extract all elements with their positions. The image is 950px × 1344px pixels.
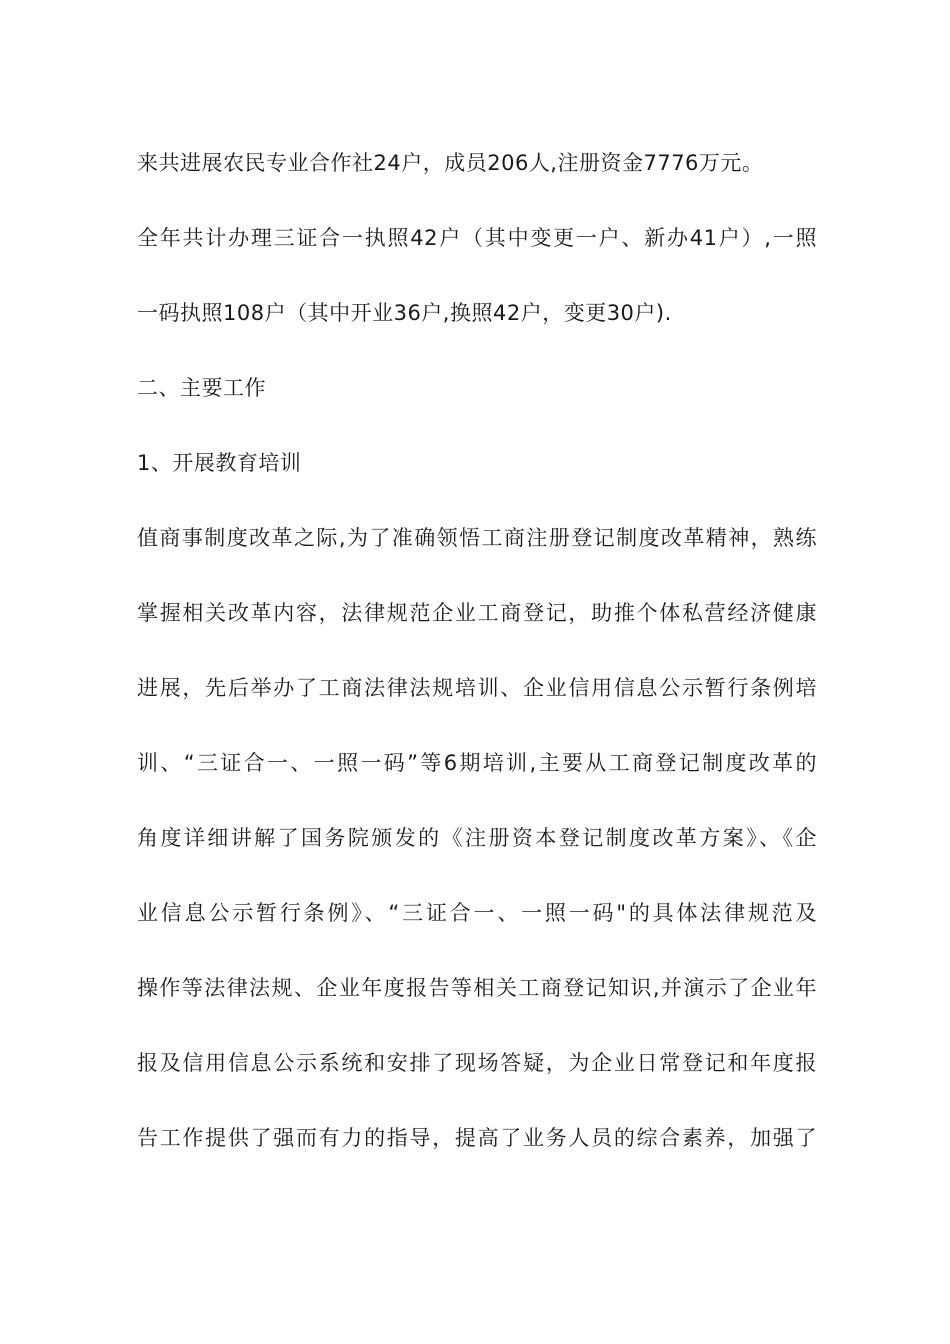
paragraph-line-12: 操作等法律法规、企业年度报告等相关工商登记知识,并演示了企业年 <box>137 976 817 1000</box>
paragraph-line-14: 告工作提供了强而有力的指导，提高了业务人员的综合素养，加强了 <box>137 1126 817 1150</box>
paragraph-line-3: 一码执照108户（其中开业36户,换照42户，变更30户). <box>137 301 672 325</box>
paragraph-line-10: 角度详细讲解了国务院颁发的《注册资本登记制度改革方案》、《企 <box>137 826 817 850</box>
paragraph-line-6: 值商事制度改革之际,为了准确领悟工商注册登记制度改革精神，熟练 <box>137 526 817 550</box>
paragraph-line-1: 来共进展农民专业合作社24户，成员206人,注册资金7776万元。 <box>137 151 764 175</box>
paragraph-line-11: 业信息公示暂行条例》、“三证合一、一照一码"的具体法律规范及 <box>137 901 817 925</box>
paragraph-line-7: 掌握相关改革内容，法律规范企业工商登记，助推个体私营经济健康 <box>137 601 817 625</box>
paragraph-line-8: 进展，先后举办了工商法律法规培训、企业信用信息公示暂行条例培 <box>137 676 817 700</box>
paragraph-line-13: 报及信用信息公示系统和安排了现场答疑，为企业日常登记和年度报 <box>137 1051 817 1075</box>
paragraph-line-2: 全年共计办理三证合一执照42户（其中变更一户、新办41户）,一照 <box>137 226 817 250</box>
paragraph-line-9: 训、“三证合一、一照一码”等6期培训,主要从工商登记制度改革的 <box>137 751 817 775</box>
section-heading: 二、主要工作 <box>137 376 266 400</box>
subsection-heading: 1、开展教育培训 <box>137 451 302 475</box>
